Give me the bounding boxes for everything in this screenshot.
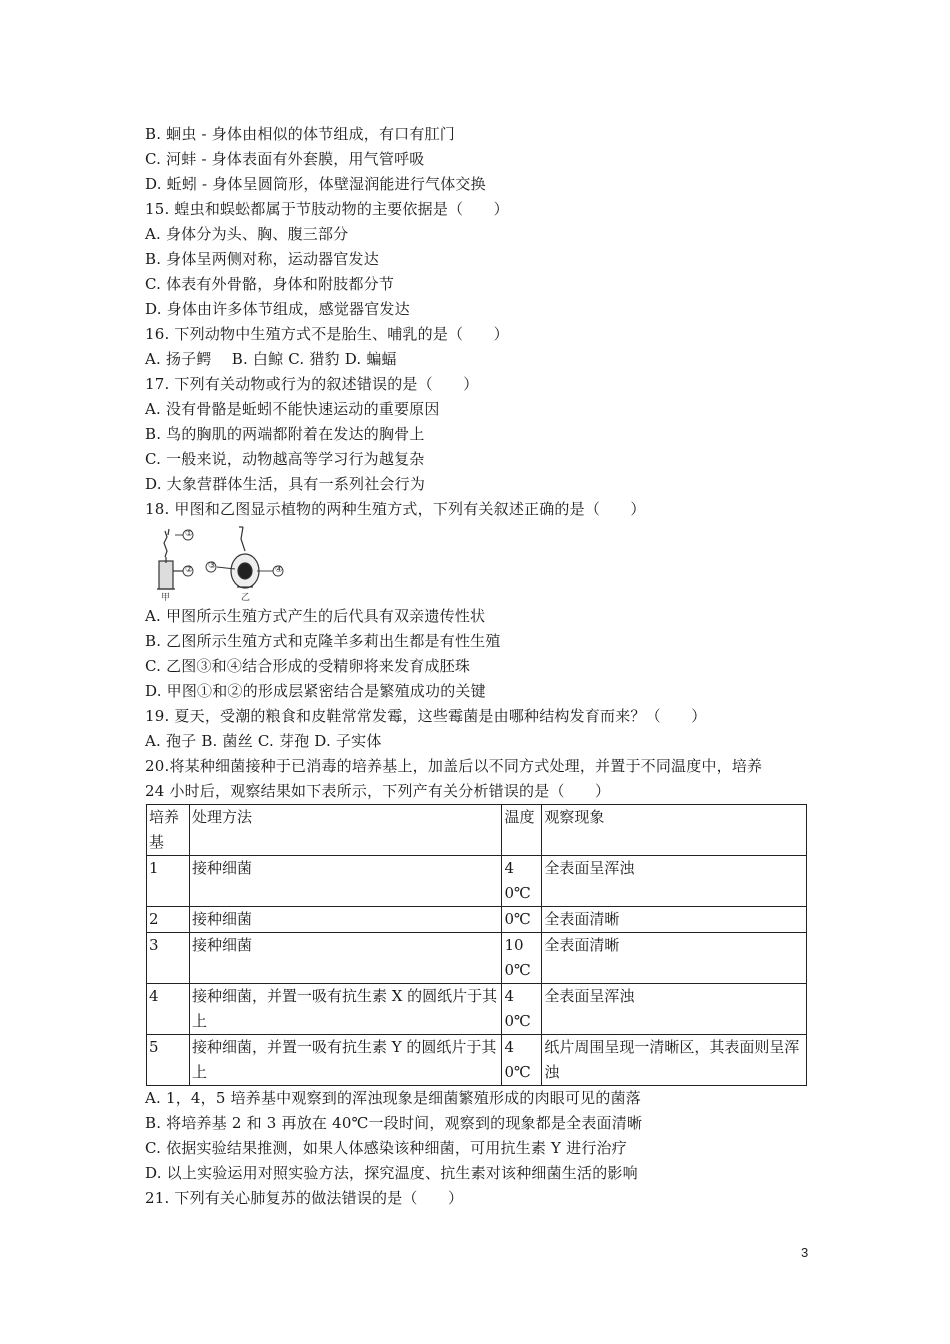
- marker-1: ①: [185, 529, 194, 539]
- q17-option-d: D. 大象营群体生活，具有一系列社会行为: [145, 475, 426, 493]
- cell-observation: 全表面呈浑浊: [542, 984, 807, 1035]
- marker-2: ②: [185, 565, 194, 575]
- marker-4: ④: [275, 565, 284, 575]
- cell-medium: 1: [147, 856, 190, 907]
- q14-option-b: B. 蛔虫 - 身体由相似的体节组成，有口有肛门: [145, 125, 455, 143]
- cell-temperature: 40℃: [502, 856, 542, 907]
- cell-method: 接种细菌: [189, 933, 501, 984]
- pistil-illustration: [231, 527, 259, 588]
- cell-temperature: 40℃: [502, 1035, 542, 1086]
- header-temperature: 温度: [502, 805, 542, 856]
- figure-label-yi: 乙: [241, 593, 251, 603]
- q15-option-a: A. 身体分为头、胸、腹三部分: [145, 225, 349, 243]
- question-content: [145, 122, 810, 1211]
- q18-option-c: C. 乙图③和④结合形成的受精卵将来发育成胚珠: [145, 657, 471, 675]
- q20-option-c: C. 依据实验结果推测，如果人体感染该种细菌，可用抗生素 Y 进行治疗: [145, 1139, 627, 1157]
- cell-temperature: 40℃: [502, 984, 542, 1035]
- cell-method: 接种细菌，并置一吸有抗生素 X 的圆纸片于其上: [189, 984, 501, 1035]
- q14-option-d: D. 蚯蚓 - 身体呈圆筒形，体壁湿润能进行气体交换: [145, 175, 486, 193]
- page-number: 3: [801, 1245, 809, 1260]
- table-row: [147, 984, 807, 1035]
- q18-option-d: D. 甲图①和②的形成层紧密结合是繁殖成功的关键: [145, 682, 486, 700]
- q15-option-b: B. 身体呈两侧对称，运动器官发达: [145, 250, 379, 268]
- q14-option-c: C. 河蚌 - 身体表面有外套膜，用气管呼吸: [145, 150, 425, 168]
- table-row: [147, 1035, 807, 1086]
- q16-options: A. 扬子鳄 B. 白鲸 C. 猎豹 D. 蝙蝠: [145, 350, 397, 368]
- cell-method: 接种细菌: [189, 907, 501, 933]
- observation-table: [146, 804, 807, 1086]
- q19-stem: 19. 夏天，受潮的粮食和皮鞋常常发霉，这些霉菌是由哪种结构发育而来？（ ）: [145, 707, 707, 725]
- cell-temperature: 100℃: [502, 933, 542, 984]
- q17-option-c: C. 一般来说，动物越高等学习行为越复杂: [145, 450, 425, 468]
- q17-option-a: A. 没有骨骼是蚯蚓不能快速运动的重要原因: [145, 400, 440, 418]
- cell-medium: 5: [147, 1035, 190, 1086]
- table-row: [147, 933, 807, 984]
- cell-observation: 全表面清晰: [542, 907, 807, 933]
- q21-stem: 21. 下列有关心肺复苏的做法错误的是（ ）: [145, 1189, 464, 1207]
- table-row: [147, 907, 807, 933]
- cell-observation: 全表面呈浑浊: [542, 856, 807, 907]
- figure-label-jia: 甲: [161, 593, 171, 603]
- q15-stem: 15. 蝗虫和蜈蚣都属于节肢动物的主要依据是（ ）: [145, 200, 509, 218]
- q17-option-b: B. 鸟的胸肌的两端都附着在发达的胸骨上: [145, 425, 425, 443]
- table-header-row: [147, 805, 807, 856]
- q18-option-a: A. 甲图所示生殖方式产生的后代具有双亲遗传性状: [145, 607, 486, 625]
- q20-stem-line2: 24 小时后，观察结果如下表所示，下列产有关分析错误的是（ ）: [145, 782, 611, 800]
- q17-stem: 17. 下列有关动物或行为的叙述错误的是（ ）: [145, 375, 479, 393]
- marker-3: ③: [208, 561, 217, 571]
- header-medium: 培养基: [147, 805, 190, 856]
- cell-medium: 4: [147, 984, 190, 1035]
- cell-temperature: 0℃: [502, 907, 542, 933]
- q20-option-b: B. 将培养基 2 和 3 再放在 40℃一段时间，观察到的现象都是全表面清晰: [145, 1114, 643, 1132]
- q18-stem: 18. 甲图和乙图显示植物的两种生殖方式，下列有关叙述正确的是（ ）: [145, 500, 646, 518]
- q15-option-d: D. 身体由许多体节组成，感觉器官发达: [145, 300, 410, 318]
- q20-option-d: D. 以上实验运用对照实验方法，探究温度、抗生素对该种细菌生活的影响: [145, 1164, 638, 1182]
- cell-observation: 全表面清晰: [542, 933, 807, 984]
- q18-option-b: B. 乙图所示生殖方式和克隆羊多莉出生都是有性生殖: [145, 632, 501, 650]
- q15-option-c: C. 体表有外骨骼，身体和附肢都分节: [145, 275, 395, 293]
- q18-figure: [145, 523, 285, 601]
- q19-options: A. 孢子 B. 菌丝 C. 芽孢 D. 子实体: [145, 732, 382, 750]
- header-observation: 观察现象: [542, 805, 807, 856]
- cell-method: 接种细菌，并置一吸有抗生素 Y 的圆纸片于其上: [189, 1035, 501, 1086]
- q16-stem: 16. 下列动物中生殖方式不是胎生、哺乳的是（ ）: [145, 325, 509, 343]
- table-row: [147, 856, 807, 907]
- grafting-illustration: [157, 529, 183, 589]
- cell-observation: 纸片周围呈现一清晰区，其表面则呈浑浊: [542, 1035, 807, 1086]
- cell-medium: 3: [147, 933, 190, 984]
- q20-stem-line1: 20.将某种细菌接种于已消毒的培养基上，加盖后以不同方式处理，并置于不同温度中，培养: [145, 757, 763, 775]
- cell-medium: 2: [147, 907, 190, 933]
- cell-method: 接种细菌: [189, 856, 501, 907]
- q20-option-a: A. 1，4，5 培养基中观察到的浑浊现象是细菌繁殖形成的肉眼可见的菌落: [145, 1089, 641, 1107]
- header-method: 处理方法: [189, 805, 501, 856]
